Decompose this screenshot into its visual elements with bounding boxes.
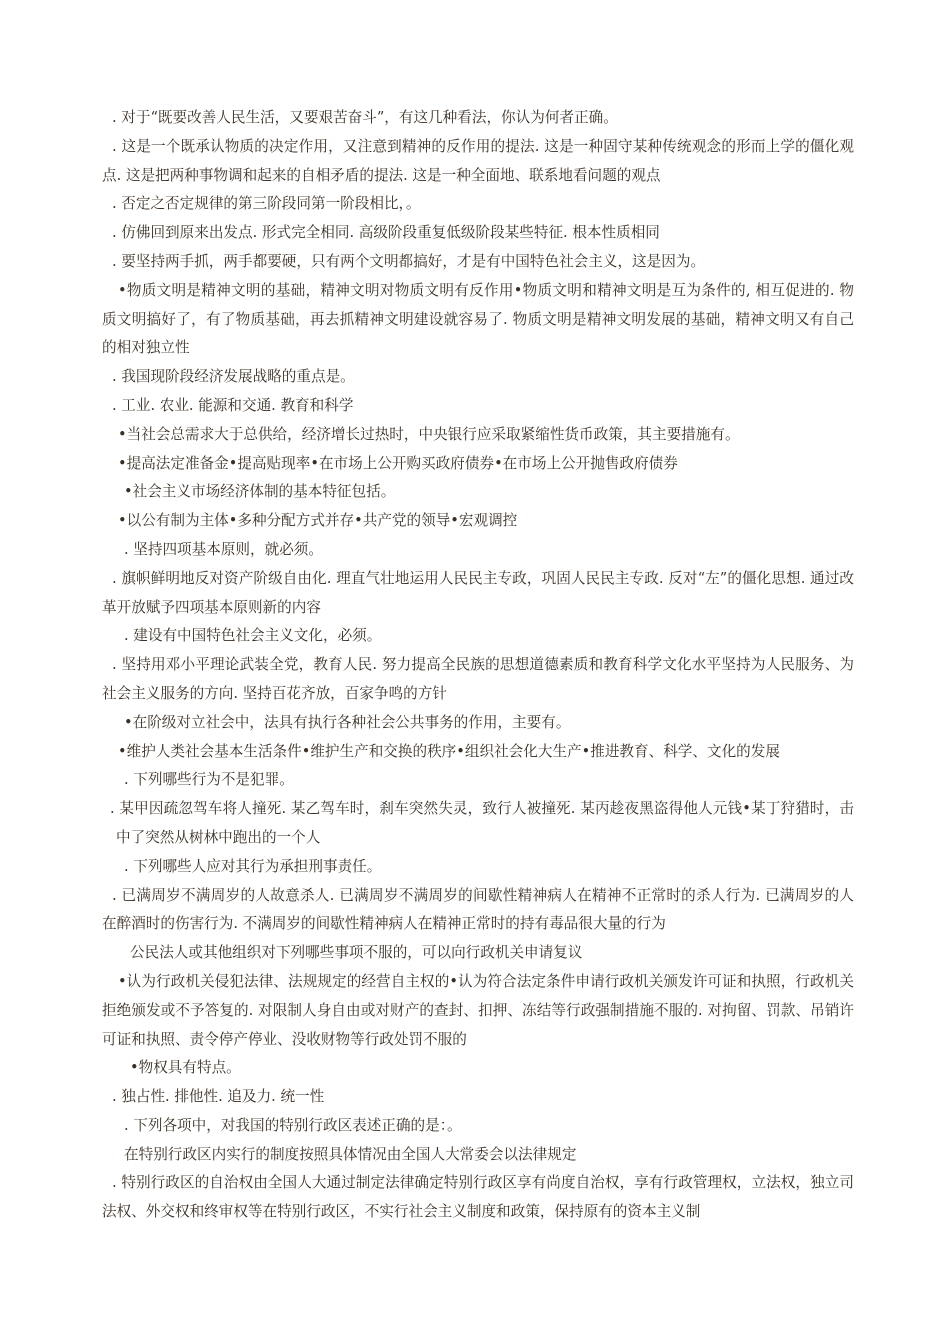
question-5: •当社会总需求大于总供给，经济增长过热时，中央银行应采取紧缩性货币政策，其主要措施有。 [118,425,740,443]
answer-8: . 坚持用邓小平理论武装全党，教育人民. 努力提高全民族的思想道德素质和教育科学文化水平坚持为人民服务、为社会主义服务的方向. 坚持百花齐放，百家争鸣的方针 [102,656,854,702]
answer-9: •维护人类社会基本生活条件•维护生产和交换的秩序•组织社会化大生产•推进教育、科学、文化的发展 [118,742,780,760]
question-3: . 要坚持两手抓，两手都要硬，只有两个文明都搞好，才是有中国特色社会主义，这是因为。 [112,252,706,270]
question-2: . 否定之否定规律的第三阶段同第一阶段相比，。 [112,195,421,213]
question-7: . 坚持四项基本原则，就必须。 [124,540,323,558]
question-1: . 对于“既要改善人民生活，又要艰苦奋斗”，有这几种看法，你认为何者正确。 [112,109,618,126]
answer-2: . 仿佛回到原来出发点. 形式完全相同. 高级阶段重复低级阶段某些特征. 根本性质相同 [112,224,660,242]
question-11: . 下列哪些人应对其行为承担刑事责任。 [124,857,382,875]
answer-13: . 独占性. 排他性. 追及力. 统一性 [112,1088,325,1106]
answer-12: •认为行政机关侵犯法律、法规规定的经营自主权的•认为符合法定条件申请行政机关颁发许可证和执照，行政机关拒绝颁发或不予答复的. 对限制人身自由或对财产的查封、扣押、冻结等行政强制措施不服的. 对拘留、罚款、吊销许可证和执照、责令停产停业、没收财物等行政处罚不服的 [102,972,854,1048]
answer-10: . 某甲因疏忽驾车将人撞死. 某乙驾车时，刹车突然失灵，致行人被撞死. 某丙趁夜黑盗得他人元钱•某丁狩猎时，击中了突然从树林中跑出的一个人 [110,800,854,846]
question-10: . 下列哪些行为不是犯罪。 [124,771,294,789]
answer-5: •提高法定准备金•提高贴现率•在市场上公开购买政府债券•在市场上公开抛售政府债券 [118,454,678,472]
question-9: •在阶级对立社会中，法具有执行各种社会公共事务的作用，主要有。 [124,713,571,731]
answer-3: •物质文明是精神文明的基础，精神文明对物质文明有反作用•物质文明和精神文明是互为条件的, 相互促进的. 物质文明搞好了，有了物质基础，再去抓精神文明建设就容易了. 物质文明是精神文明发展的基础，精神文明又有自己的相对独立性 [102,281,854,357]
question-12: 公民法人或其他组织对下列哪些事项不服的，可以向行政机关申请复议 [130,944,583,962]
question-4: . 我国现阶段经济发展战略的重点是。 [112,368,355,386]
answer-4: . 工业. 农业. 能源和交通. 教育和科学 [112,396,354,414]
answer-1: . 这是一个既承认物质的决定作用，又注意到精神的反作用的提法. 这是一种固守某种传统观念的形而上学的僵化观点. 这是把两种事物调和起来的自相矛盾的提法. 这是一种全面地、联系地看问题的观点 [102,137,854,184]
question-8: . 建设有中国特色社会主义文化，必须。 [124,627,382,645]
answer-14-a: 在特别行政区内实行的制度按照具体情况由全国人大常委会以法律规定 [124,1145,577,1163]
question-14: . 下列各项中，对我国的特别行政区表述正确的是：。 [124,1116,462,1134]
answer-14-b: . 特别行政区的自治权由全国人大通过制定法律确定特别行政区享有尚度自治权，享有行政管理权，立法权，独立司法权、外交权和终审权等在特别行政区，不实行社会主义制度和政策，保持原有的资本主义制 [102,1174,854,1221]
answer-11: . 已满周岁不满周岁的人故意杀人. 已满周岁不满周岁的间歇性精神病人在精神不正常时的杀人行为. 已满周岁的人在醉酒时的伤害行为. 不满周岁的间歇性精神病人在精神正常时的持有毒品很大量的行为 [102,886,854,933]
answer-6: •以公有制为主体•多种分配方式并存•共产党的领导•宏观调控 [118,512,518,530]
document-page [102,104,854,1227]
question-6: •社会主义市场经济体制的基本特征包括。 [124,483,396,501]
answer-7: . 旗帜鲜明地反对资产阶级自由化. 理直气壮地运用人民民主专政，巩固人民民主专政. 反对“左”的僵化思想. 通过改革开放赋予四项基本原则新的内容 [102,569,854,616]
question-13: •物权具有特点。 [130,1059,241,1077]
